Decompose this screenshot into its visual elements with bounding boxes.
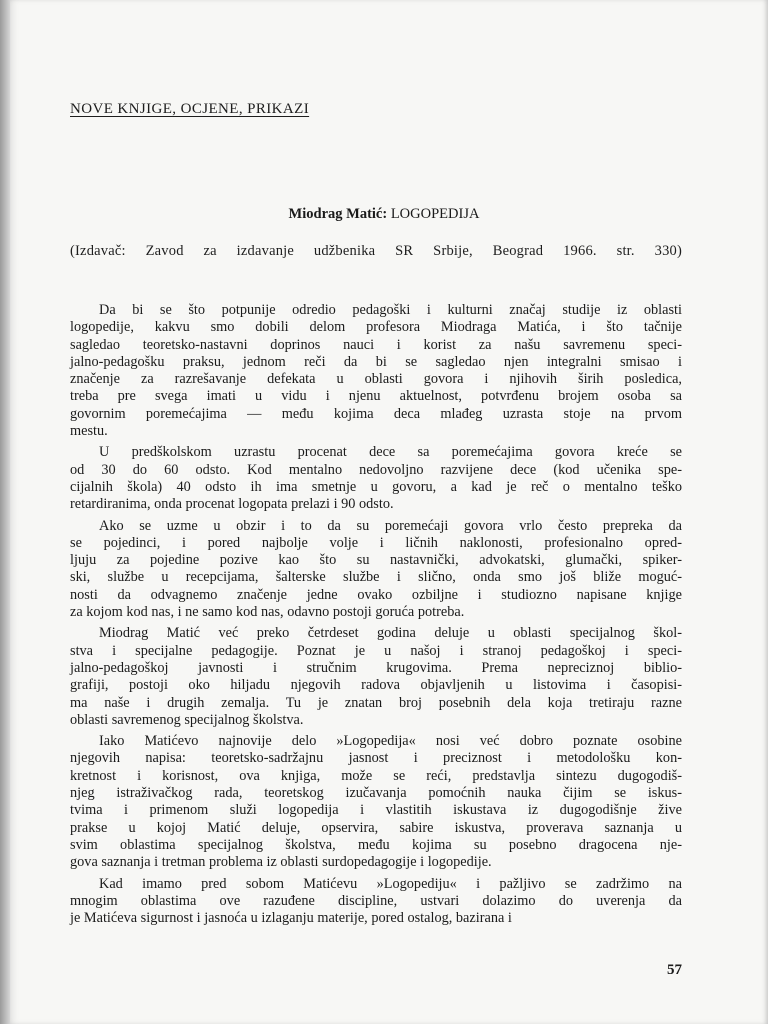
text-line: prakse u kojoj Matić deluje, opservira, sabire iskustva, proverava saznanja u bbox=[70, 819, 682, 836]
text-line: grafiji, postoji oko hiljadu njegovih radova objavljenih u listovima i časopisi- bbox=[70, 677, 682, 694]
text-line: nosti da odvagnemo značenje jedne ovako ozbiljne i studiozno napisane knjige bbox=[70, 586, 682, 603]
publisher-info: (Izdavač: Zavod za izdavanje udžbenika SR Srbije, Beograd 1966. str. 330) bbox=[70, 243, 682, 259]
text-line: cijalnih škola) 40 odsto ih ima smetnje u govoru, a kad je reč o mentalno teško bbox=[70, 478, 682, 495]
text-line: Da bi se što potpunije odredio pedagoški i kulturni značaj studije iz oblasti bbox=[99, 302, 682, 318]
text-line: za kojom kod nas, i ne samo kod nas, odavno postoji goruća potreba. bbox=[70, 604, 465, 621]
text-line: njeg istraživačkog rada, teoretskog izučavanja pomoćnih nauka čijim se iskus- bbox=[70, 785, 682, 802]
body-paragraph bbox=[70, 302, 682, 440]
review-body bbox=[70, 302, 682, 931]
text-line: treba pre svega imati u vidu i njenu aktuelnost, potvrđenu brojem osoba sa bbox=[70, 388, 682, 405]
text-line: je Matićeva sigurnost i jasnoća u izlaganju materije, pored ostalog, bazirana i bbox=[70, 910, 512, 927]
text-line: oblasti savremenog specijalnog školstva. bbox=[70, 711, 304, 728]
text-line: mnogim oblastima ove razuđene discipline, ustvari dolazimo do uverenja da bbox=[70, 892, 682, 909]
text-line: Ako se uzme u obzir i to da su poremećaji govora vrlo često prepreka da bbox=[99, 517, 682, 534]
text-line: U predškolskom uzrastu procenat dece sa poremećajima govora kreće se bbox=[99, 444, 682, 461]
text-line: stva i specijalne pedagogije. Poznat je u našoj i stranoj pedagoškoj i speci- bbox=[70, 642, 682, 659]
book-author: Miodrag Matić: bbox=[288, 206, 388, 222]
text-line: retardiranima, onda procenat logopata prelazi i 90 odsto. bbox=[70, 496, 394, 513]
text-line: Kad imamo pred sobom Matićevu »Logopediju« i pažljivo se zadržimo na bbox=[99, 875, 682, 892]
text-line: mestu. bbox=[70, 423, 108, 440]
text-line: od 30 do 60 odsto. Kod mentalno nedovoljno razvijene dece (kod učenika spe- bbox=[70, 461, 682, 478]
review-title bbox=[0, 206, 768, 223]
text-line: se pojedinci, i pored najbolje volje i ličnih naklonosti, profesionalno opred- bbox=[70, 534, 682, 551]
body-paragraph bbox=[70, 444, 682, 513]
text-line: Iako Matićevo najnovije delo »Logopedija« nosi već dobro poznate osobine bbox=[99, 733, 682, 750]
text-line: ski, službe u recepcijama, šalterske službe i slično, onda smo još bliže moguć- bbox=[70, 569, 682, 586]
text-line: svim oblastima specijalnog školstva, među kojima su posebno dragocena nje- bbox=[70, 836, 682, 853]
text-line: jalno-pedagoškoj javnosti i stručnim krugovima. Prema nepreciznoj biblio- bbox=[70, 659, 682, 676]
body-paragraph bbox=[70, 625, 682, 729]
page-number: 57 bbox=[667, 962, 682, 978]
text-line: ma naše i drugih zemalja. Tu je znatan broj posebnih dela koja tretiraju razne bbox=[70, 694, 682, 711]
section-header: NOVE KNJIGE, OCJENE, PRIKAZI bbox=[70, 101, 310, 117]
text-line: ljuju za pojedine pozive kao što su nastavnički, advokatski, glumački, spiker- bbox=[70, 552, 682, 569]
book-spine-shadow bbox=[0, 0, 10, 1024]
body-paragraph bbox=[70, 518, 682, 622]
book-title: LOGOPEDIJA bbox=[390, 206, 480, 222]
text-line: njegovih napisa: teoretsko-sadržajnu jasnost i preciznost i metodološku kon- bbox=[70, 750, 682, 767]
text-line: logopedije, kakvu smo dobili delom profesora Miodraga Matića, i što tačnije bbox=[70, 319, 682, 336]
text-line: gova saznanja i tretman problema iz oblasti surdopedagogije i logopedije. bbox=[70, 854, 492, 871]
body-paragraph bbox=[70, 876, 682, 928]
text-line: sagledao teoretsko-nastavni doprinos nauci i korist za našu savremenu speci- bbox=[70, 336, 682, 353]
text-line: govornim poremećajima — među kojima deca mlađeg uzrasta stoje na prvom bbox=[70, 405, 682, 422]
text-line: jalno-pedagošku praksu, jednom reči da bi se sagledao njen integralni smisao i bbox=[70, 353, 682, 370]
text-line: značenje za razrešavanje defekata u oblasti govora i njihovih širih posledica, bbox=[70, 371, 682, 388]
text-line: kretnost i korisnost, ova knjiga, može se reći, predstavlja sintezu dugogodiš- bbox=[70, 767, 682, 784]
text-line: Miodrag Matić već preko četrdeset godina deluje u oblasti specijalnog škol- bbox=[99, 625, 682, 642]
text-line: tvima i primenom služi logopedija i vlastitih iskustava iz dugogodišnje žive bbox=[70, 802, 682, 819]
body-paragraph bbox=[70, 733, 682, 871]
